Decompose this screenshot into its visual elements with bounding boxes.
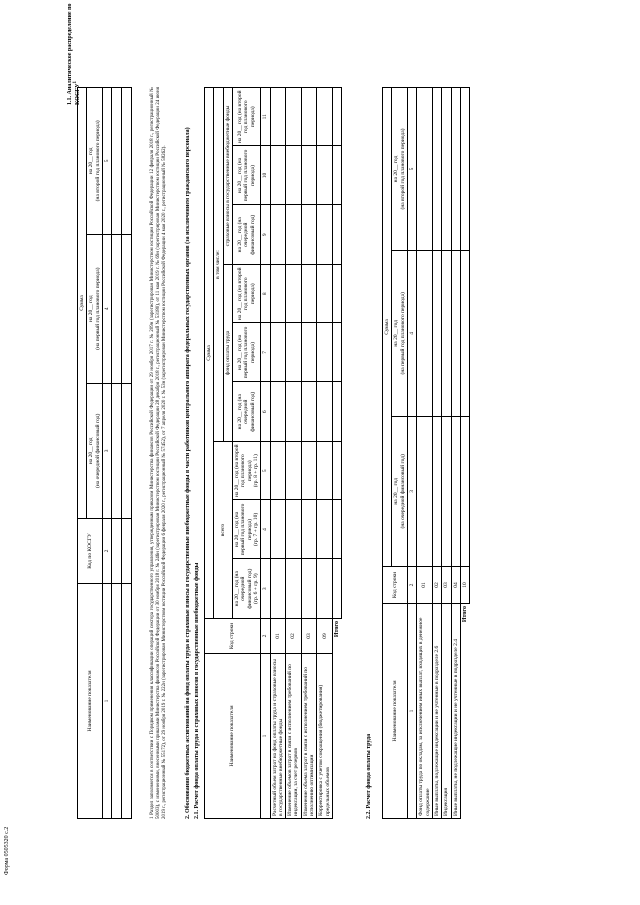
t21-num: 11 [261, 88, 270, 147]
t22-cell [460, 416, 469, 566]
t21-cell [286, 559, 302, 619]
t21-cell [301, 88, 317, 147]
table-1-1 [77, 87, 132, 819]
t21-y2 [232, 500, 260, 559]
t11-year3 [87, 88, 103, 235]
t22-cell [442, 88, 451, 251]
t21-cell [333, 382, 342, 442]
t11-cell [112, 584, 122, 819]
t22-num: 4 [407, 251, 416, 417]
t21-cell [270, 382, 286, 442]
t21-cell [286, 265, 302, 323]
t22-cell [460, 88, 469, 251]
t11-num: 2 [102, 519, 111, 584]
table-2-1 [204, 87, 342, 819]
t21-row-code: 09 [317, 619, 333, 654]
t22-num: 1 [407, 604, 416, 819]
t11-cell [112, 519, 122, 584]
t11-year2-label: на 20__ год [88, 295, 95, 323]
t21-all: всего [214, 442, 233, 619]
t21-ins-y2: на 20__ год (на первый год планового периода) [232, 146, 260, 205]
t22-y2 [392, 251, 408, 417]
table-row [317, 88, 333, 819]
t22-cell [432, 88, 441, 251]
t21-num: 10 [261, 146, 270, 205]
t11-num: 3 [102, 383, 111, 518]
t22-y2-label: на 20__ год [393, 319, 400, 347]
t22-num: 3 [407, 416, 416, 566]
t22-num: 5 [407, 88, 416, 251]
t21-cell [286, 205, 302, 265]
t22-y3-sub: (на второй год планового периода) [399, 128, 406, 210]
t11-year3-label: на 20__ год [88, 147, 95, 175]
t21-cell [317, 500, 333, 559]
t11-num: 1 [102, 584, 111, 819]
t22-y3 [392, 88, 408, 251]
t11-num: 5 [102, 88, 111, 235]
t22-cell [432, 251, 441, 417]
t22-row-code: 01 [417, 567, 433, 604]
t21-cell [317, 146, 333, 205]
t22-y3-label: на 20__ год [393, 155, 400, 183]
t22-row-code: 02 [432, 567, 441, 604]
t21-cell [317, 205, 333, 265]
table-2-2 [382, 87, 470, 819]
form-label: Форма 0505320 с.2 [4, 826, 10, 875]
t21-incl: в том числе: [214, 88, 223, 442]
table-row [301, 88, 317, 819]
t21-num: 6 [261, 382, 270, 442]
t22-y1-label: на 20__ год [393, 477, 400, 505]
table-row [417, 88, 433, 819]
t11-year2 [87, 234, 103, 383]
t21-y1 [232, 559, 260, 619]
t21-y2-label: на 20__ год (на первый год планового периода) [233, 503, 253, 556]
t22-cell [417, 416, 433, 566]
t21-num: 4 [261, 500, 270, 559]
t22-cell [460, 251, 469, 417]
t22-total-code: 10 [460, 567, 469, 604]
t22-col-code: Код строки [383, 567, 408, 604]
table-row [442, 88, 451, 819]
t21-cell [286, 500, 302, 559]
table-row-total [333, 88, 342, 819]
t21-cell [317, 382, 333, 442]
t21-num: 1 [261, 654, 270, 819]
t21-cell [301, 146, 317, 205]
t21-cell [301, 382, 317, 442]
t22-cell [417, 251, 433, 417]
t11-cell [122, 383, 132, 518]
t21-y1-formula: (гр. 6 + гр. 9) [252, 573, 259, 604]
t22-y1 [392, 416, 408, 566]
t21-cell [286, 146, 302, 205]
t22-row-name: Иные выплаты, не подлежащие индексации и не учтенные в подразделе 2.4 [451, 604, 460, 819]
t21-cell [317, 323, 333, 382]
t22-y2-sub: (на первый год планового периода) [399, 292, 406, 375]
t21-cell [333, 265, 342, 323]
t11-cell [112, 88, 122, 235]
t22-row-name: Индексация [442, 604, 451, 819]
t22-cell [451, 251, 460, 417]
t22-row-name: Фонд оплаты труда по окладам, за исключением иных выплат, входящих в денежное содержание [417, 604, 433, 819]
t21-cell [301, 559, 317, 619]
t11-col-sum: Сумма [78, 88, 87, 519]
t21-cell [301, 265, 317, 323]
t21-cell [286, 442, 302, 500]
t21-y1-label: на 20__ год (на очередной финансовый год) [233, 568, 253, 609]
t22-cell [442, 251, 451, 417]
t21-cell [270, 205, 286, 265]
t11-col-name: Наименование показателя [78, 584, 103, 819]
footnote: 1 Раздел заполняется в соответствии с Порядком применения классификации операций сектора государственного управления, утвержденным приказом Министерства финансов Российской Федерации от 29 ноября 2017 г. № 209н (зарегистрирован Министерством юстиции Российской Федерации 12 февраля 2018 г., регистрационный № 50003), с изменениями, внесенными приказами Министерства финансов Российской Федерации от 30 ноября 2018 г. № 246н (зарегистрирован Министерством юстиции Российской Федерации 28 декабря 2018 г., регистрационный № 53180), от 11 мая 2019 г. № 69н (зарегистрирован Министерством юстиции Российской Федерации 24 июня 2019 г., регистрационный № 55172), от 29 ноября 2019 г. № 222н (зарегистрирован Министерством юстиции Российской Федерации 6 февраля 2020 г., регистрационный № 57452), от 7 апреля 2020 г. № 53н (зарегистрирован Министерством юстиции Российской Федерации 4 мая 2020 г., регистрационный № 58262). [150, 87, 167, 819]
t21-row-code: 01 [270, 619, 286, 654]
t22-row-code: 04 [451, 567, 460, 604]
t22-col-name: Наименование показателя [383, 604, 408, 819]
t21-cell [301, 442, 317, 500]
t21-y3-label: на 20__ год (на второй год планового периода) [233, 444, 253, 498]
t21-fot: фонд оплаты труда [223, 265, 232, 442]
t21-fot-y1: на 20__ год (на очередной финансовый год) [232, 382, 260, 442]
t22-num: 2 [407, 567, 416, 604]
t21-y3-formula: (гр. 8 + гр. 11) [252, 454, 259, 488]
t21-cell [270, 88, 286, 147]
t21-row-name: Изменение объема затрат в связи с исполнением требований по исполнению оптимизации [301, 654, 317, 819]
t21-cell [270, 500, 286, 559]
t21-col-name: Наименование показателя [205, 654, 261, 819]
t21-cell [270, 559, 286, 619]
t22-cell [451, 88, 460, 251]
t21-num: 7 [261, 323, 270, 382]
t21-row-code: 03 [301, 619, 317, 654]
t21-y2-formula: (гр. 7 + гр. 10) [252, 512, 259, 547]
t21-num: 3 [261, 559, 270, 619]
table-row [270, 88, 286, 819]
t21-cell [301, 323, 317, 382]
t21-cell [333, 205, 342, 265]
t21-cell [286, 382, 302, 442]
t21-fot-y3: на 20__ год (на второй год планового периода) [232, 265, 260, 323]
t21-num: 9 [261, 205, 270, 265]
t11-cell [122, 234, 132, 383]
t11-num: 4 [102, 234, 111, 383]
table-row [432, 88, 441, 819]
section-1-1-title: 1.1. Аналитическое распределение по КОСГУ [67, 3, 81, 105]
t21-cell [333, 559, 342, 619]
t21-ins-y1: на 20__ год (на очередной финансовый год) [232, 205, 260, 265]
t21-num: 5 [261, 442, 270, 500]
t21-cell [301, 205, 317, 265]
table-row-total [460, 88, 469, 819]
t21-y3 [232, 442, 260, 500]
t21-cell [317, 265, 333, 323]
t21-cell [333, 146, 342, 205]
t11-cell [122, 519, 132, 584]
t22-cell [432, 416, 441, 566]
t21-cell [286, 323, 302, 382]
t21-row-name: Корректировка с учетом сокращения (бюджетирования) предельных объемов [317, 654, 333, 819]
t11-year1 [87, 383, 103, 518]
t21-num: 8 [261, 265, 270, 323]
t21-cell [270, 323, 286, 382]
t21-ins-y3: на 20__ год (на второй год планового периода) [232, 88, 260, 147]
t21-cell [333, 500, 342, 559]
t11-year1-sub: (на очередной финансовый год) [94, 413, 101, 488]
t21-ins: страховые взносы в государственные внебюджетные фонды [223, 88, 232, 265]
section-1-1-footnote-mark: 1 [73, 81, 78, 84]
t21-cell [333, 88, 342, 147]
t21-total-label: Итого [334, 621, 340, 638]
t22-y1-sub: (на очередной финансовый год) [399, 454, 406, 529]
t21-cell [317, 559, 333, 619]
t21-num: 2 [261, 619, 270, 654]
t21-cell [317, 88, 333, 147]
t11-cell [122, 584, 132, 819]
t21-cell [333, 323, 342, 382]
table-row [286, 88, 302, 819]
t21-row-name: Расчетный объем затрат на фонд оплаты труда и страховые взносы в государственные внебюджетные фонды [270, 654, 286, 819]
t21-cell [333, 442, 342, 500]
t22-col-sum: Сумма [383, 88, 392, 567]
t11-cell [112, 383, 122, 518]
t22-total-label: Итого [461, 606, 468, 623]
t21-cell [270, 442, 286, 500]
section-2-heading: 2. Обоснования бюджетных ассигнований на фонд оплаты труда и страховые взносы в государственные внебюджетные фонды в части работников центрального аппарата федеральных государственных органов (за исключением гражданского персонала) [185, 127, 191, 819]
t11-cell [122, 88, 132, 235]
t22-row-code: 03 [442, 567, 451, 604]
t22-cell [451, 416, 460, 566]
table-row [451, 88, 460, 819]
t21-col-sum: Сумма [205, 88, 214, 619]
t22-row-name: Иные выплаты, подлежащие индексации и не учтенные в подразделе 2.6 [432, 604, 441, 819]
t11-year2-sub: (на первый год планового периода) [94, 267, 101, 350]
t21-col-code: Код строки [205, 619, 261, 654]
t11-col-code: Код по КОСГУ [78, 519, 103, 584]
t22-cell [442, 416, 451, 566]
t22-cell [417, 88, 433, 251]
t21-row-name: Изменение объемов затрат в связи с исполнением требований по индексации, за счет резервов [286, 654, 302, 819]
t21-cell [270, 146, 286, 205]
section-2-2-heading: 2.2. Расчет фонда оплаты труда [366, 733, 372, 819]
t21-cell [317, 442, 333, 500]
t21-cell [270, 265, 286, 323]
t11-cell [112, 234, 122, 383]
t21-fot-y2: на 20__ год (на первый год планового периода) [232, 323, 260, 382]
section-2-1-heading: 2.1. Расчет фонда оплаты труда и страховых взносов в государственные внебюджетные фонды [194, 562, 200, 819]
t11-year1-label: на 20__ год [88, 437, 95, 465]
t21-row-code: 02 [286, 619, 302, 654]
t11-year3-sub: (на второй год планового периода) [94, 120, 101, 202]
t21-cell [286, 88, 302, 147]
t21-cell [301, 500, 317, 559]
